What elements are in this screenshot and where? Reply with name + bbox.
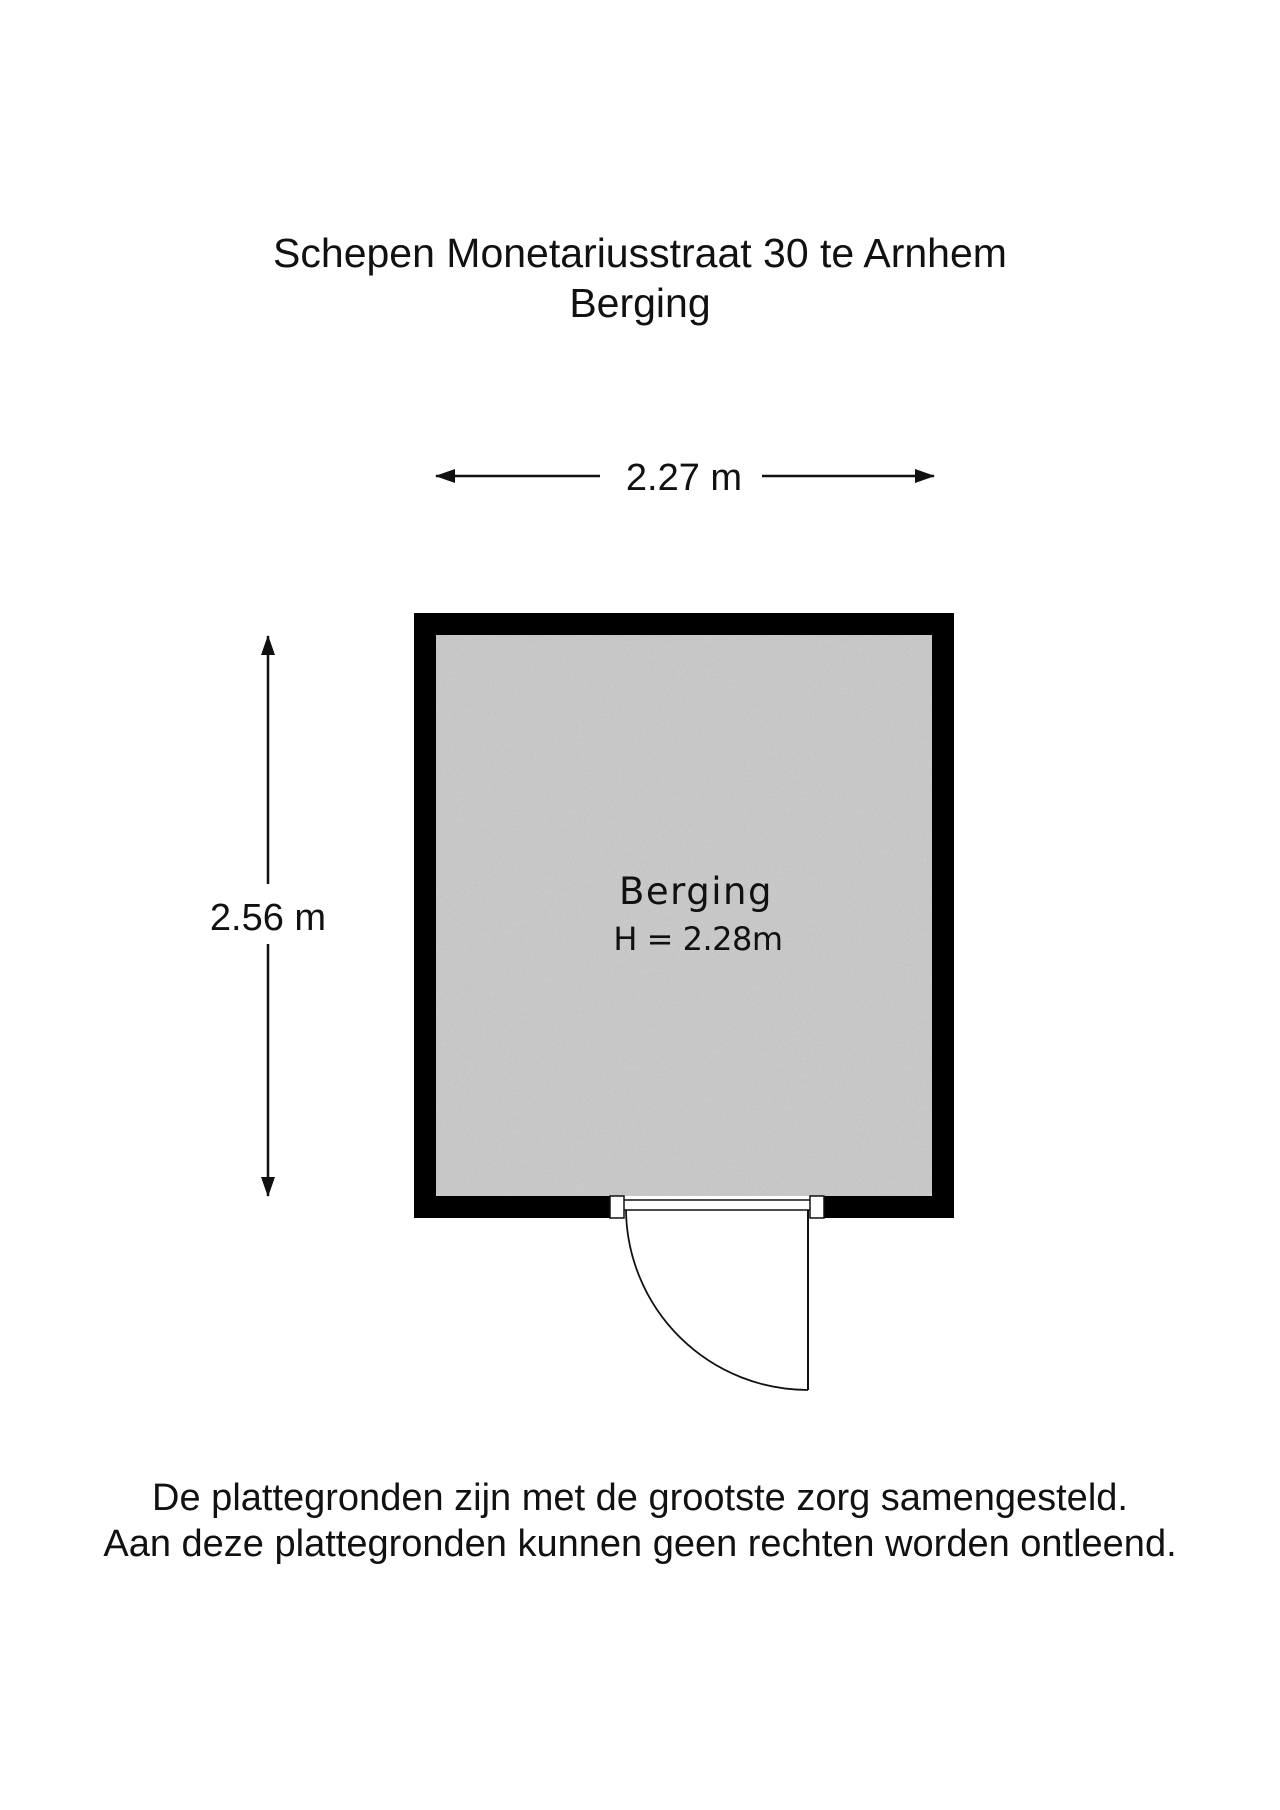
room-berging <box>414 613 954 1390</box>
room-floor <box>436 635 932 1196</box>
width-label: 2.27 m <box>625 457 743 499</box>
width-dimension <box>436 457 934 499</box>
disclaimer <box>0 1475 1280 1567</box>
address-title: Schepen Monetariusstraat 30 te Arnhem <box>273 230 1007 276</box>
room-height: H = 2.28m <box>613 920 783 958</box>
depth-label: 2.56 m <box>209 897 327 939</box>
floor-title: Berging <box>569 280 711 326</box>
disclaimer-line-2: Aan deze plattegronden kunnen geen rechten worden ontleend. <box>103 1523 1177 1565</box>
door-jamb-left <box>610 1196 624 1218</box>
door-swing-arc <box>626 1210 808 1390</box>
disclaimer-line-1: De plattegronden zijn met de grootste zorg samengesteld. <box>152 1477 1128 1519</box>
door-jamb-right <box>810 1196 824 1218</box>
depth-dimension <box>210 636 326 1196</box>
room-name: Berging <box>619 870 773 913</box>
